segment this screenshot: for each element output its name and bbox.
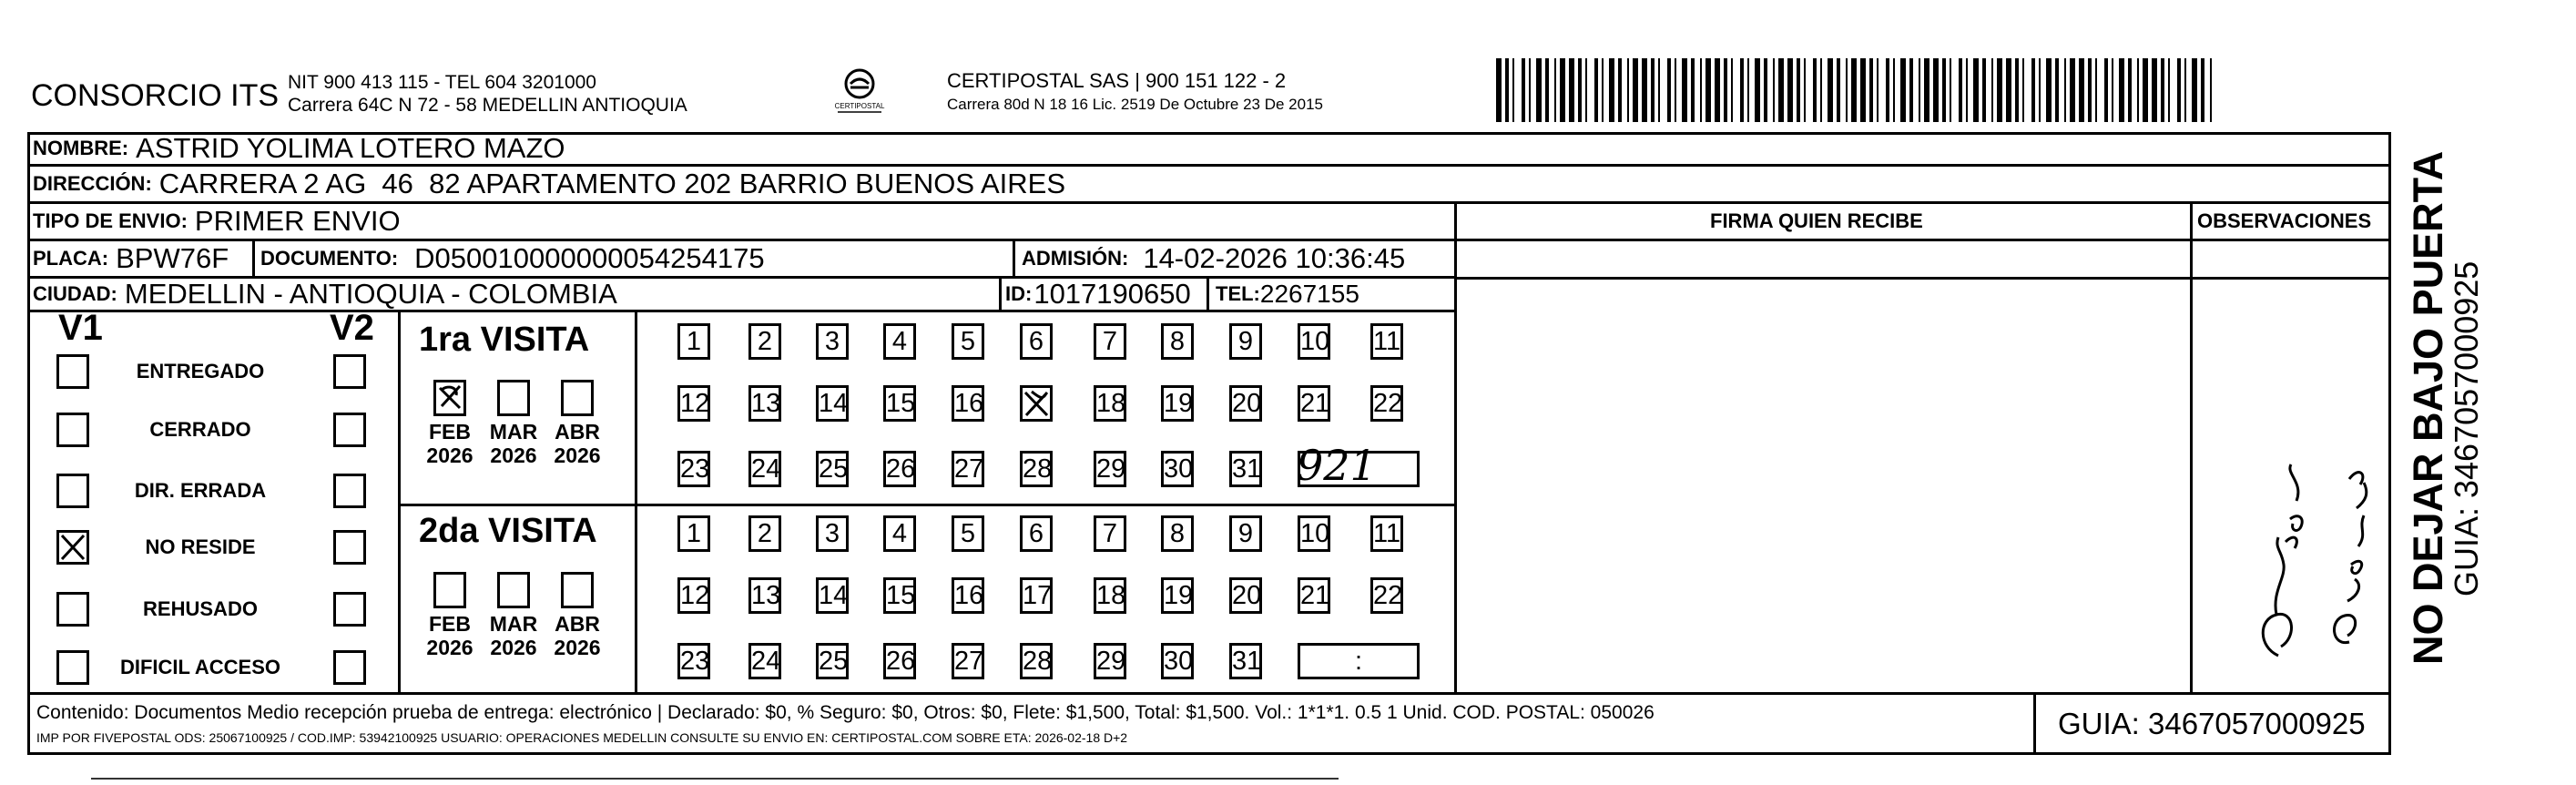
tipo-label: TIPO DE ENVIO:	[33, 209, 188, 232]
admision-row	[1022, 240, 1405, 277]
placa-label: PLACA:	[33, 247, 109, 270]
frame-left	[27, 132, 30, 755]
barcode-bar	[1919, 58, 1920, 122]
first-visit-month-name: FEB	[429, 420, 471, 443]
second-visit-day-30[interactable]: 30	[1161, 643, 1194, 679]
v1-label: V1	[58, 308, 103, 348]
status-label-dificil-acceso: DIFICIL ACCESO	[119, 656, 280, 678]
first-visit-day-15[interactable]: 15	[883, 385, 916, 422]
v2-checkbox-dificil-acceso[interactable]	[333, 650, 366, 685]
documento-value: D050010000000054254175	[414, 242, 765, 274]
second-visit-month-year: 2026	[490, 636, 537, 659]
firma-label: FIRMA QUIEN RECIBE	[1710, 209, 1923, 232]
barcode-bar	[1594, 58, 1598, 122]
barcode-bar	[2104, 58, 2108, 122]
status-label-no-reside: NO RESIDE	[145, 535, 256, 558]
barcode-bar	[1675, 58, 1676, 122]
barcode-bar	[2143, 58, 2148, 122]
barcode-bar	[1627, 58, 1629, 122]
barcode-bar	[2119, 58, 2124, 122]
col-divider	[2033, 692, 2036, 754]
barcode-bar	[1869, 58, 1873, 122]
second-visit-month-name: MAR	[489, 612, 538, 636]
barcode-bar	[1585, 58, 1587, 122]
barcode-bar	[1860, 58, 1866, 122]
id-label: ID:	[1005, 281, 1033, 305]
col-divider	[999, 276, 1002, 311]
first-visit-day-3[interactable]: 3	[816, 323, 849, 360]
barcode-bar	[2184, 58, 2186, 122]
first-visit-day-16[interactable]: 16	[952, 385, 984, 422]
second-visit-day-6[interactable]: 6	[1020, 515, 1053, 552]
barcode-bar	[1609, 58, 1614, 122]
barcode-bar	[2031, 58, 2035, 122]
second-visit-day-9[interactable]: 9	[1229, 515, 1262, 552]
first-visit-month-checkbox-abr[interactable]	[561, 380, 594, 416]
second-visit-time-box[interactable]: :	[1298, 643, 1420, 679]
first-visit-day-25[interactable]: 25	[816, 451, 849, 487]
first-visit-month-label-feb	[421, 420, 479, 467]
second-visit-day-4[interactable]: 4	[883, 515, 916, 552]
barcode-bar	[1886, 58, 1889, 122]
barcode-bar	[1773, 58, 1775, 122]
barcode-bar	[1705, 58, 1711, 122]
second-visit-day-13[interactable]: 13	[748, 577, 781, 614]
barcode-bar	[1658, 58, 1660, 122]
tel-label: TEL:	[1216, 281, 1260, 305]
second-visit-day-10[interactable]: 10	[1298, 515, 1330, 552]
second-visit-day-31[interactable]: 31	[1229, 643, 1262, 679]
barcode-bar	[1846, 58, 1848, 122]
barcode-bar	[1877, 58, 1879, 122]
barcode-bar	[1529, 58, 1531, 122]
first-visit-day-26[interactable]: 26	[883, 451, 916, 487]
first-visit-month-checkbox-feb[interactable]	[433, 380, 466, 416]
second-visit-day-25[interactable]: 25	[816, 643, 849, 679]
first-visit-day-23[interactable]: 23	[677, 451, 710, 487]
frame-right	[2388, 132, 2391, 755]
second-visit-month-label-mar	[484, 612, 543, 659]
second-visit-day-14[interactable]: 14	[816, 577, 849, 614]
placa-value: BPW76F	[116, 242, 229, 274]
second-visit-day-28[interactable]: 28	[1020, 643, 1053, 679]
barcode-bar	[1642, 58, 1647, 122]
second-visit-day-19[interactable]: 19	[1161, 577, 1194, 614]
nombre-label: NOMBRE:	[33, 137, 129, 159]
second-visit-day-12[interactable]: 12	[677, 577, 710, 614]
first-visit-month-year: 2026	[490, 443, 537, 467]
ciudad-value: MEDELLIN - ANTIOQUIA - COLOMBIA	[124, 277, 617, 310]
first-visit-day-18[interactable]: 18	[1094, 385, 1126, 422]
barcode-bar	[2046, 58, 2052, 122]
second-visit-day-7[interactable]: 7	[1094, 515, 1126, 552]
barcode-bar	[1959, 58, 1962, 122]
first-visit-day-30[interactable]: 30	[1161, 451, 1194, 487]
nit-line: NIT 900 413 115 - TEL 604 3201000	[288, 72, 596, 93]
ciudad-row	[33, 277, 617, 311]
row-divider	[1456, 277, 2391, 280]
first-visit-day-9[interactable]: 9	[1229, 323, 1262, 360]
barcode-bar	[1900, 58, 1906, 122]
footer-divider	[27, 692, 2391, 695]
col-divider	[635, 310, 637, 693]
direccion-label: DIRECCIÓN:	[33, 172, 152, 195]
first-visit-day-24[interactable]: 24	[748, 451, 781, 487]
tel-row	[1216, 277, 1359, 311]
first-visit-day-14[interactable]: 14	[816, 385, 849, 422]
second-visit-day-15[interactable]: 15	[883, 577, 916, 614]
second-visit-day-3[interactable]: 3	[816, 515, 849, 552]
direccion-row	[33, 166, 1065, 202]
barcode-bar	[2112, 58, 2113, 122]
barcode-bar	[1578, 58, 1582, 122]
barcode-bar	[1820, 58, 1822, 122]
second-visit-day-18[interactable]: 18	[1094, 577, 1126, 614]
barcode-bar	[1909, 58, 1913, 122]
second-visit-day-21[interactable]: 21	[1298, 577, 1330, 614]
barcode-bar	[1997, 58, 2002, 122]
first-visit-day-2[interactable]: 2	[748, 323, 781, 360]
status-label-entregado: ENTREGADO	[136, 360, 265, 382]
barcode-bar	[1924, 58, 1929, 122]
first-visit-day-12[interactable]: 12	[677, 385, 710, 422]
barcode-bar	[2192, 58, 2197, 122]
col-divider	[252, 239, 255, 277]
first-visit-day-21[interactable]: 21	[1298, 385, 1330, 422]
barcode-bar	[2128, 58, 2132, 122]
certipostal-logo	[832, 66, 887, 115]
second-visit-month-year: 2026	[554, 636, 601, 659]
barcode-bar	[1731, 58, 1733, 122]
company-name: CONSORCIO ITS	[31, 78, 280, 113]
first-visit-day-4[interactable]: 4	[883, 323, 916, 360]
barcode-bar	[1747, 58, 1749, 122]
frame-bottom	[27, 752, 2391, 755]
license-line: Carrera 80d N 18 16 Lic. 2519 De Octubre 23 De 2015	[947, 96, 1323, 113]
col-divider	[1207, 276, 1209, 311]
barcode-bar	[1522, 58, 1525, 122]
admision-value: 14-02-2026 10:36:45	[1143, 242, 1406, 274]
barcode-bar	[1837, 58, 1840, 122]
barcode-bar	[1554, 58, 1556, 122]
side-warning: NO DEJAR BAJO PUERTA	[2405, 150, 2451, 665]
carrier-info	[947, 69, 1323, 114]
second-visit-day-17[interactable]: 17	[1020, 577, 1053, 614]
observaciones-label: OBSERVACIONES	[2197, 209, 2372, 232]
barcode-bar	[1933, 58, 1939, 122]
v2-label: V2	[330, 308, 374, 348]
second-visit-day-24[interactable]: 24	[748, 643, 781, 679]
barcode-bar	[1496, 58, 1502, 122]
documento-label: DOCUMENTO:	[260, 247, 399, 270]
second-visit-title: 2da VISITA	[419, 512, 597, 550]
v2-checkbox-cerrado[interactable]	[333, 413, 366, 447]
barcode-bar	[1755, 58, 1760, 122]
barcode-bar	[2210, 58, 2212, 122]
first-visit-day-20[interactable]: 20	[1229, 385, 1262, 422]
first-visit-month-label-mar	[484, 420, 543, 467]
first-visit-day-5[interactable]: 5	[952, 323, 984, 360]
barcode-bar	[1813, 58, 1817, 122]
barcode-bar	[2079, 58, 2084, 122]
barcode-bar	[1682, 58, 1687, 122]
barcode-bar	[1828, 58, 1833, 122]
second-visit-month-year: 2026	[426, 636, 473, 659]
barcode-bar	[2055, 58, 2059, 122]
observaciones-signature	[2222, 346, 2386, 674]
v2-checkbox-no-reside[interactable]	[333, 530, 366, 565]
first-visit-day-8[interactable]: 8	[1161, 323, 1194, 360]
second-visit-day-1[interactable]: 1	[677, 515, 710, 552]
tipo-row	[33, 203, 401, 240]
second-visit-month-checkbox-feb[interactable]	[433, 572, 466, 608]
company-contact	[288, 71, 687, 117]
footer-contents: Contenido: Documentos Medio recepción prueba de entrega: electrónico | Declarado: $0, % Seguro: $0, Otros: $0, Flete: $1,500, Total: $1,500. Vol.: 1*1*1. 0.5 1 Unid. COD. POSTAL: 050026	[36, 702, 1655, 723]
second-visit-month-checkbox-mar[interactable]	[497, 572, 530, 608]
barcode-bar	[1715, 58, 1720, 122]
first-visit-month-year: 2026	[554, 443, 601, 467]
side-guia: GUIA: 3467057000925	[2448, 260, 2485, 596]
second-visit-day-26[interactable]: 26	[883, 643, 916, 679]
first-visit-day-7[interactable]: 7	[1094, 323, 1126, 360]
second-visit-day-11[interactable]: 11	[1370, 515, 1403, 552]
barcode-bar	[2095, 58, 2097, 122]
placa-row	[33, 240, 229, 277]
barcode-bar	[2015, 58, 2019, 122]
second-visit-day-22[interactable]: 22	[1370, 577, 1403, 614]
second-visit-day-27[interactable]: 27	[952, 643, 984, 679]
v2-checkbox-rehusado[interactable]	[333, 592, 366, 627]
first-visit-day-19[interactable]: 19	[1161, 385, 1194, 422]
barcode-bar	[1602, 58, 1604, 122]
second-visit-month-checkbox-abr[interactable]	[561, 572, 594, 608]
second-visit-day-5[interactable]: 5	[952, 515, 984, 552]
barcode-bar	[1804, 58, 1806, 122]
first-visit-day-29[interactable]: 29	[1094, 451, 1126, 487]
tel-value: 2267155	[1259, 279, 1359, 308]
v2-checkbox-entregado[interactable]	[333, 354, 366, 389]
barcode-bar	[2088, 58, 2092, 122]
first-visit-month-label-abr	[548, 420, 606, 467]
documento-row	[260, 240, 765, 277]
barcode-bar	[2006, 58, 2011, 122]
barcode-bar	[2070, 58, 2075, 122]
barcode-bar	[2039, 58, 2041, 122]
ciudad-label: CIUDAD:	[33, 281, 117, 305]
barcode-bar	[1633, 58, 1638, 122]
barcode-bar	[1764, 58, 1767, 122]
barcode-bar	[1966, 58, 1968, 122]
footer-print-info: IMP POR FIVEPOSTAL ODS: 25067100925 / COD.IMP: 53942100925 USUARIO: OPERACIONES MEDELLIN CONSULTE SU ENVIO EN: CERTIPOSTAL.COM SOBRE ETA: 2026-02-18 D+2	[36, 730, 1128, 745]
direccion-value: CARRERA 2 AG 46 82 APARTAMENTO 202 BARRIO BUENOS AIRES	[158, 168, 1066, 199]
status-label-cerrado: CERRADO	[149, 418, 251, 441]
barcode-bar	[2201, 58, 2204, 122]
first-visit-day-13[interactable]: 13	[748, 385, 781, 422]
barcode-bar	[2177, 58, 2181, 122]
first-visit-day-17[interactable]	[1020, 385, 1053, 422]
first-visit-month-year: 2026	[426, 443, 473, 467]
first-visit-day-27[interactable]: 27	[952, 451, 984, 487]
first-visit-time-handwritten: 921	[1297, 441, 1377, 490]
barcode-bar	[1973, 58, 1979, 122]
barcode-bar	[1740, 58, 1744, 122]
barcode-bar	[1787, 58, 1793, 122]
barcode-bar	[2161, 58, 2164, 122]
second-visit-day-20[interactable]: 20	[1229, 577, 1262, 614]
barcode-bar	[1700, 58, 1702, 122]
barcode-bar	[1893, 58, 1895, 122]
barcode-bar	[1950, 58, 1951, 122]
second-visit-month-name: FEB	[429, 612, 471, 636]
admision-label: ADMISIÓN:	[1022, 247, 1129, 270]
barcode-bar	[1851, 58, 1857, 122]
barcode-bar	[1778, 58, 1784, 122]
second-visit-day-16[interactable]: 16	[952, 577, 984, 614]
barcode-bar	[1667, 58, 1671, 122]
barcode-bar	[1724, 58, 1727, 122]
second-visit-month-label-abr	[548, 612, 606, 659]
second-visit-day-2[interactable]: 2	[748, 515, 781, 552]
barcode-bar	[1560, 58, 1565, 122]
col-divider	[1454, 201, 1457, 693]
nombre-row	[33, 131, 565, 166]
barcode-bar	[1942, 58, 1946, 122]
barcode-bar	[1536, 58, 1542, 122]
first-visit-day-28[interactable]: 28	[1020, 451, 1053, 487]
bottom-rule	[91, 778, 1339, 780]
barcode-bar	[2137, 58, 2139, 122]
second-visit-month-label-feb	[421, 612, 479, 659]
second-visit-day-23[interactable]: 23	[677, 643, 710, 679]
visit-divider	[398, 504, 1456, 506]
barcode-bar	[1651, 58, 1655, 122]
barcode	[1496, 58, 2215, 122]
id-row	[1005, 277, 1191, 311]
barcode-bar	[1545, 58, 1549, 122]
barcode-bar	[2022, 58, 2024, 122]
barcode-bar	[1691, 58, 1695, 122]
svg-text:CERTIPOSTAL: CERTIPOSTAL	[834, 102, 885, 110]
footer-guia: GUIA: 3467057000925	[2058, 707, 2366, 740]
barcode-bar	[1618, 58, 1622, 122]
v2-checkbox-dir-errada[interactable]	[333, 474, 366, 508]
first-visit-day-1[interactable]: 1	[677, 323, 710, 360]
first-visit-month-checkbox-mar[interactable]	[497, 380, 530, 416]
first-visit-day-6[interactable]: 6	[1020, 323, 1053, 360]
col-divider	[2190, 201, 2193, 693]
col-divider	[398, 310, 401, 693]
col-divider	[1013, 239, 1015, 277]
barcode-bar	[1982, 58, 1986, 122]
barcode-bar	[1569, 58, 1574, 122]
first-visit-day-31[interactable]: 31	[1229, 451, 1262, 487]
status-label-rehusado: REHUSADO	[143, 597, 258, 620]
status-label-dir-errada: DIR. ERRADA	[134, 479, 267, 502]
first-visit-day-22[interactable]: 22	[1370, 385, 1403, 422]
barcode-bar	[2064, 58, 2066, 122]
barcode-bar	[1505, 58, 1509, 122]
barcode-bar	[1991, 58, 1993, 122]
carrier-line: CERTIPOSTAL SAS | 900 151 122 - 2	[947, 69, 1287, 92]
barcode-bar	[2152, 58, 2157, 122]
second-visit-day-29[interactable]: 29	[1094, 643, 1126, 679]
barcode-bar	[1797, 58, 1800, 122]
barcode-bar	[1512, 58, 1514, 122]
address-line: Carrera 64C N 72 - 58 MEDELLIN ANTIOQUIA	[288, 95, 687, 116]
first-visit-month-name: ABR	[555, 420, 600, 443]
id-value: 1017190650	[1033, 277, 1191, 310]
first-visit-day-11[interactable]: 11	[1370, 323, 1403, 360]
barcode-bar	[2168, 58, 2170, 122]
nombre-value: ASTRID YOLIMA LOTERO MAZO	[136, 132, 565, 164]
first-visit-title: 1ra VISITA	[419, 321, 590, 359]
first-visit-day-10[interactable]: 10	[1298, 323, 1330, 360]
second-visit-day-8[interactable]: 8	[1161, 515, 1194, 552]
tipo-value: PRIMER ENVIO	[194, 205, 401, 237]
first-visit-month-name: MAR	[489, 420, 538, 443]
second-visit-month-name: ABR	[555, 612, 600, 636]
